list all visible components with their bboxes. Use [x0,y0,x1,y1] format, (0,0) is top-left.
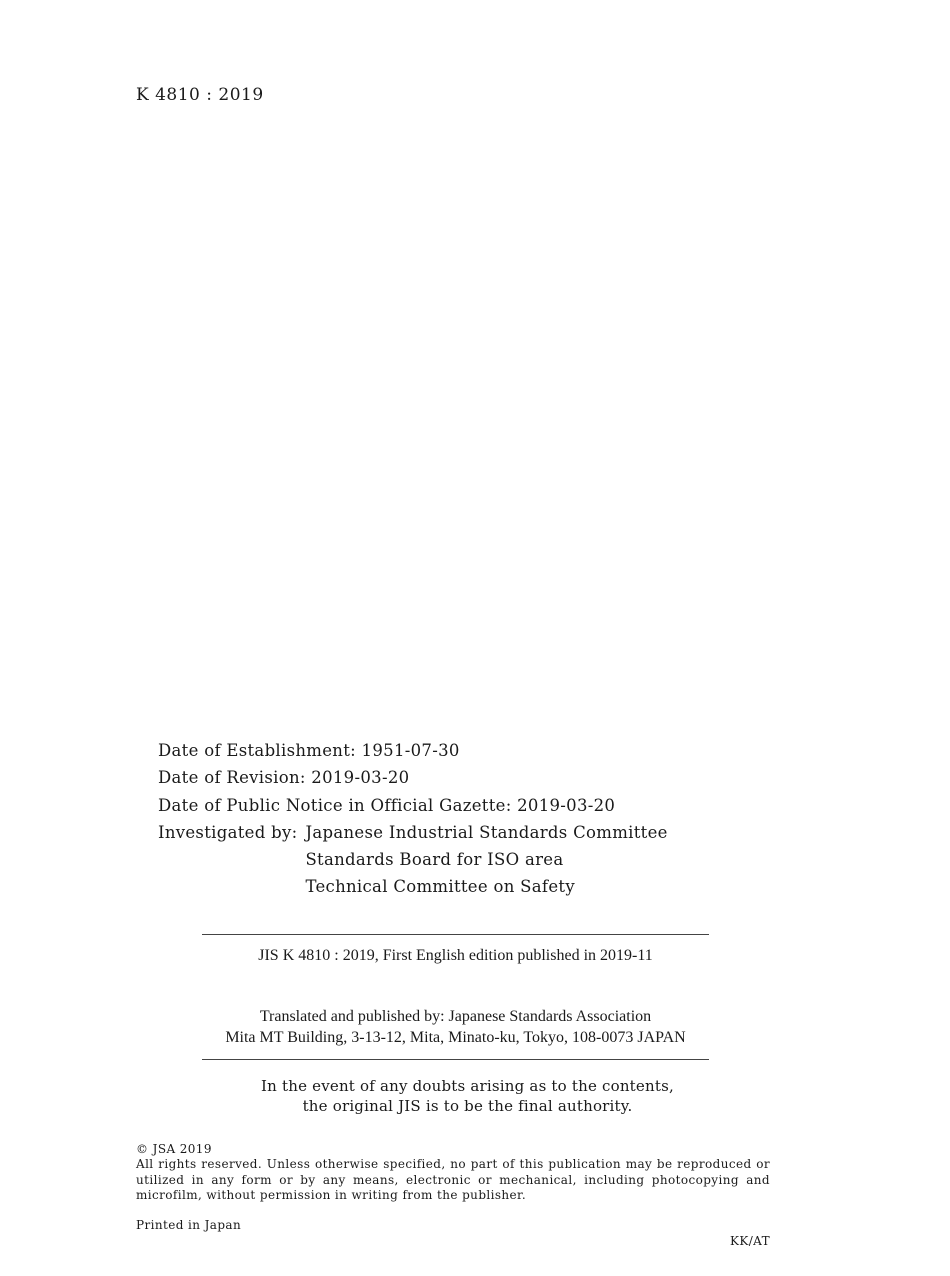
investigating-body: Standards Board for ISO area [305,850,564,870]
investigated-by-list [305,819,667,901]
investigated-by [158,819,668,901]
divider-top [202,934,709,935]
date-of-revision: Date of Revision: 2019-03-20 [158,768,410,788]
publisher-block [190,1007,721,1048]
investigating-body: Japanese Industrial Standards Committee [305,822,668,842]
date-info-block [158,737,668,901]
standard-code: K 4810 : 2019 [136,85,264,105]
copyright-text: All rights reserved. Unless otherwise specified, no part of this publication may be reproduced or utilized in any form or by any means, electronic or mechanical, including photocopying and microfilm, without permission in writing from the publisher. [136,1157,770,1202]
printer-code: KK/AT [730,1234,770,1248]
authority-note-line: the original JIS is to be the final authority. [302,1096,633,1115]
printed-in: Printed in Japan [136,1218,242,1232]
investigated-by-label: Investigated by: [158,822,298,842]
investigating-body: Technical Committee on Safety [305,877,575,897]
copyright-head: © JSA 2019 [136,1142,212,1156]
publisher-address: Mita MT Building, 3-13-12, Mita, Minato-ku, Tokyo, 108-0073 JAPAN [225,1028,686,1046]
authority-note-line: In the event of any doubts arising as to the contents, [261,1077,674,1095]
authority-note [202,1077,733,1116]
edition-note: JIS K 4810 : 2019, First English edition published in 2019-11 [258,947,653,964]
divider-bottom [202,1059,709,1060]
date-of-establishment: Date of Establishment: 1951-07-30 [158,741,460,760]
date-of-public-notice: Date of Public Notice in Official Gazette: 2019-03-20 [158,795,616,815]
publisher-line: Translated and published by: Japanese Standards Association [259,1008,652,1025]
copyright-block [136,1142,770,1203]
